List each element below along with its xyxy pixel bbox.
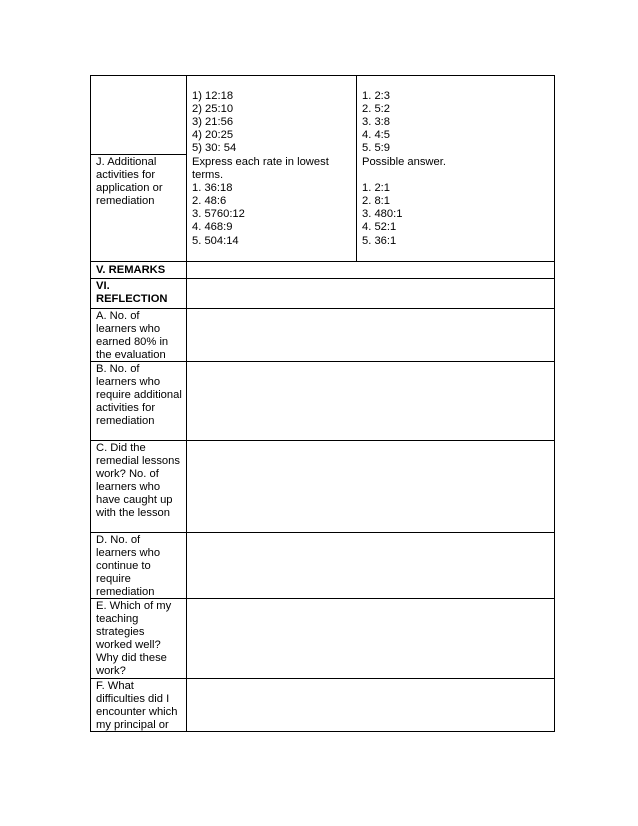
reflection-item-e: E. Which of my teaching strategies worked well? Why did these work? (96, 600, 172, 678)
lesson-plan-table (90, 75, 555, 732)
ratio-list: 1) 12:18 2) 25:10 3) 21:56 4) 20:25 5) 30: 54 (192, 90, 237, 155)
remarks-label: V. REMARKS (96, 264, 166, 276)
reflection-item-a: A. No. of learners who earned 80% in the evaluation (96, 310, 169, 362)
reflection-item-b: B. No. of learners who require additional activities for remediation (96, 363, 182, 428)
activity-task: Express each rate in lowest terms. 1. 36:18 2. 48:6 3. 5760:12 4. 468:9 5. 504:14 (192, 156, 329, 247)
reflection-item-f: F. What difficulties did I encounter which my principal or (96, 680, 178, 732)
table-divider (91, 308, 554, 309)
reflection-item-c: C. Did the remedial lessons work? No. of learners who have caught up with the lesson (96, 442, 180, 520)
activity-answers: Possible answer. 1. 2:1 2. 8:1 3. 480:1 4. 52:1 5. 36:1 (362, 156, 446, 247)
table-divider (186, 76, 187, 731)
ratio-answer-list: 1. 2:3 2. 5:2 3. 3:8 4. 4:5 5. 5:9 (362, 90, 390, 155)
table-divider (91, 154, 186, 155)
activities-label: J. Additional activities for application or remediation (96, 156, 163, 208)
reflection-label: VI. REFLECTION (96, 280, 168, 306)
table-divider (91, 261, 554, 262)
table-divider (91, 532, 554, 533)
table-divider (356, 76, 357, 261)
reflection-item-d: D. No. of learners who continue to require remediation (96, 534, 161, 599)
table-divider (91, 278, 554, 279)
table-divider (91, 440, 554, 441)
